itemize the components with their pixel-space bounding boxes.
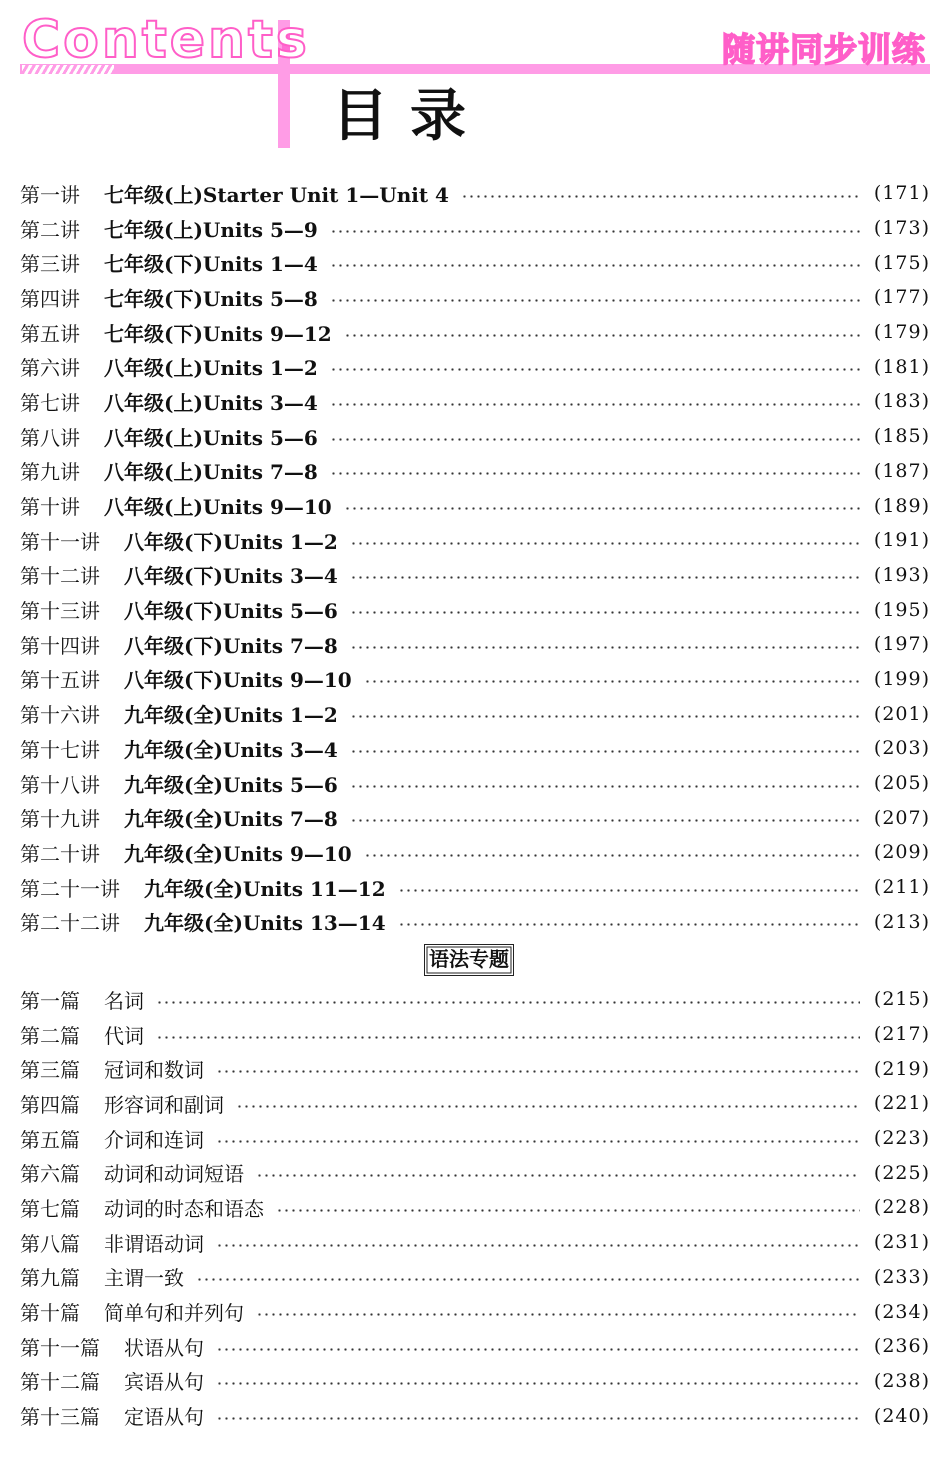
toc-entry[interactable] [20, 454, 930, 489]
entry-number: 第二讲 [20, 217, 80, 242]
dot-leader [156, 1036, 860, 1039]
entry-page-number: (215) [873, 988, 930, 1011]
dot-leader [330, 230, 860, 233]
entry-number: 第十九讲 [20, 807, 100, 832]
entry-number: 第二篇 [20, 1023, 80, 1048]
dot-leader [350, 611, 860, 614]
entry-page-number: (179) [873, 321, 930, 344]
entry-number: 第八讲 [20, 425, 80, 450]
dot-leader [398, 923, 860, 926]
entry-page-number: (189) [873, 494, 930, 517]
entry-number: 第十五讲 [20, 668, 100, 693]
entry-page-number: (228) [873, 1196, 930, 1219]
entry-number: 第八篇 [20, 1231, 80, 1256]
entry-title: 七年级(上)Units 5—9 [104, 217, 318, 242]
toc-entry[interactable] [20, 349, 930, 384]
entry-page-number: (231) [873, 1231, 930, 1254]
toc-entry[interactable] [20, 1017, 930, 1052]
dot-leader [156, 1001, 860, 1004]
entry-page-number: (236) [873, 1335, 930, 1358]
entry-number: 第五讲 [20, 321, 80, 346]
entry-page-number: (209) [873, 841, 930, 864]
dot-leader [236, 1105, 860, 1108]
entry-title: 八年级(上)Units 7—8 [104, 460, 318, 485]
entry-title: 状语从句 [124, 1335, 204, 1360]
entry-page-number: (183) [873, 390, 930, 413]
dot-leader [216, 1417, 860, 1420]
toc-entry[interactable] [20, 488, 930, 523]
toc-entry[interactable] [20, 1155, 930, 1190]
entry-title: 八年级(下)Units 1—2 [124, 529, 338, 554]
toc-entry[interactable] [20, 1364, 930, 1399]
entry-page-number: (199) [873, 667, 930, 690]
entry-page-number: (219) [873, 1057, 930, 1080]
dot-leader [344, 507, 860, 510]
entry-title: 八年级(下)Units 3—4 [124, 564, 338, 589]
toc-entry[interactable] [20, 1121, 930, 1156]
toc-entry[interactable] [20, 1225, 930, 1260]
entry-page-number: (173) [873, 217, 930, 240]
entry-page-number: (181) [873, 355, 930, 378]
dot-leader [350, 819, 860, 822]
entry-title: 八年级(下)Units 7—8 [124, 633, 338, 658]
entry-page-number: (205) [873, 772, 930, 795]
entry-title: 动词和动词短语 [104, 1162, 244, 1187]
entry-number: 第十四讲 [20, 633, 100, 658]
entry-title: 动词的时态和语态 [104, 1196, 264, 1221]
dot-leader [350, 715, 860, 718]
entry-title: 八年级(上)Units 1—2 [104, 356, 318, 381]
entry-number: 第十三讲 [20, 599, 100, 624]
entry-page-number: (175) [873, 251, 930, 274]
dot-leader [216, 1348, 860, 1351]
dot-leader [350, 750, 860, 753]
entry-page-number: (171) [873, 182, 930, 205]
toc-entry[interactable] [20, 1086, 930, 1121]
entry-page-number: (221) [873, 1092, 930, 1115]
dot-leader [216, 1140, 860, 1143]
toc-entry[interactable] [20, 870, 930, 905]
toc-entry[interactable] [20, 419, 930, 454]
entry-number: 第十三篇 [20, 1405, 100, 1430]
entry-page-number: (201) [873, 702, 930, 725]
entry-title: 九年级(全)Units 11—12 [144, 876, 386, 901]
dot-leader [330, 472, 860, 475]
toc-entry[interactable] [20, 1329, 930, 1364]
dot-leader [398, 889, 860, 892]
entry-title: 名词 [104, 988, 144, 1013]
entry-page-number: (193) [873, 563, 930, 586]
entry-page-number: (234) [873, 1300, 930, 1323]
entry-number: 第十七讲 [20, 737, 100, 762]
entry-title: 代词 [104, 1023, 144, 1048]
entry-number: 第九篇 [20, 1266, 80, 1291]
dot-leader [364, 854, 860, 857]
entry-number: 第十二讲 [20, 564, 100, 589]
dot-leader [196, 1278, 860, 1281]
entry-number: 第九讲 [20, 460, 80, 485]
entry-number: 第七篇 [20, 1196, 80, 1221]
entry-page-number: (213) [873, 910, 930, 933]
page-header [0, 0, 950, 160]
toc-entry[interactable] [20, 1294, 930, 1329]
dot-leader [216, 1070, 860, 1073]
entry-number: 第十一讲 [20, 529, 100, 554]
entry-page-number: (197) [873, 633, 930, 656]
entry-number: 第十篇 [20, 1301, 80, 1326]
entry-page-number: (195) [873, 598, 930, 621]
toc-entry[interactable] [20, 766, 930, 801]
toc-entry[interactable] [20, 245, 930, 280]
entry-page-number: (238) [873, 1369, 930, 1392]
entry-title: 宾语从句 [124, 1370, 204, 1395]
toc-entry[interactable] [20, 731, 930, 766]
entry-title: 形容词和副词 [104, 1092, 224, 1117]
dot-leader [350, 646, 860, 649]
entry-title: 九年级(全)Units 1—2 [124, 703, 338, 728]
entry-title: 八年级(下)Units 5—6 [124, 599, 338, 624]
entry-page-number: (187) [873, 459, 930, 482]
entry-page-number: (211) [873, 876, 930, 899]
toc-entry[interactable] [20, 627, 930, 662]
lecture-list [20, 176, 930, 939]
entry-number: 第二十二讲 [20, 911, 120, 936]
entry-number: 第一篇 [20, 988, 80, 1013]
entry-title: 七年级(下)Units 1—4 [104, 252, 318, 277]
entry-title: 九年级(全)Units 13—14 [144, 911, 386, 936]
entry-page-number: (233) [873, 1265, 930, 1288]
toc-entry[interactable] [20, 315, 930, 350]
dot-leader [216, 1382, 860, 1385]
toc-entry[interactable] [20, 1051, 930, 1086]
contents-word: Contents [22, 10, 310, 70]
dot-leader [330, 299, 860, 302]
entry-title: 九年级(全)Units 7—8 [124, 807, 338, 832]
entry-page-number: (185) [873, 425, 930, 448]
entry-page-number: (177) [873, 286, 930, 309]
dot-leader [256, 1174, 860, 1177]
header-tagline: 随讲同步训练 [722, 30, 926, 69]
toc-entry[interactable] [20, 384, 930, 419]
toc-entry[interactable] [20, 1260, 930, 1295]
entry-page-number: (207) [873, 806, 930, 829]
entry-title: 主谓一致 [104, 1266, 184, 1291]
entry-number: 第五篇 [20, 1127, 80, 1152]
toc-entry[interactable] [20, 1398, 930, 1433]
entry-page-number: (223) [873, 1127, 930, 1150]
entry-title: 冠词和数词 [104, 1058, 204, 1083]
grammar-section-heading: 语法专题 [424, 944, 514, 976]
entry-page-number: (217) [873, 1023, 930, 1046]
entry-page-number: (240) [873, 1404, 930, 1427]
toc-entry[interactable] [20, 592, 930, 627]
entry-title: 介词和连词 [104, 1127, 204, 1152]
entry-number: 第二十一讲 [20, 876, 120, 901]
entry-title: 定语从句 [124, 1405, 204, 1430]
toc-entry[interactable] [20, 904, 930, 939]
toc-entry[interactable] [20, 1190, 930, 1225]
entry-title: 七年级(下)Units 9—12 [104, 321, 332, 346]
entry-title: 七年级(下)Units 5—8 [104, 286, 318, 311]
dot-leader [276, 1209, 860, 1212]
dot-leader [216, 1244, 860, 1247]
dot-leader [330, 264, 860, 267]
entry-title: 八年级(上)Units 3—4 [104, 390, 318, 415]
entry-number: 第十二篇 [20, 1370, 100, 1395]
entry-title: 八年级(上)Units 9—10 [104, 495, 332, 520]
entry-title: 八年级(上)Units 5—6 [104, 425, 318, 450]
entry-title: 八年级(下)Units 9—10 [124, 668, 352, 693]
dot-leader [330, 438, 860, 441]
toc-entry[interactable] [20, 800, 930, 835]
dot-leader [256, 1313, 860, 1316]
entry-title: 非谓语动词 [104, 1231, 204, 1256]
entry-title: 九年级(全)Units 3—4 [124, 737, 338, 762]
entry-number: 第七讲 [20, 390, 80, 415]
entry-number: 第十一篇 [20, 1335, 100, 1360]
toc-entry[interactable] [20, 835, 930, 870]
dot-leader [350, 785, 860, 788]
dot-leader [330, 368, 860, 371]
toc-entry[interactable] [20, 280, 930, 315]
entry-number: 第三讲 [20, 252, 80, 277]
toc-entry[interactable] [20, 662, 930, 697]
entry-title: 七年级(上)Starter Unit 1—Unit 4 [104, 182, 449, 207]
entry-page-number: (191) [873, 529, 930, 552]
toc-entry[interactable] [20, 696, 930, 731]
dot-leader [364, 680, 860, 683]
entry-number: 第六讲 [20, 356, 80, 381]
dot-leader [461, 195, 860, 198]
entry-number: 第六篇 [20, 1162, 80, 1187]
toc-entry[interactable] [20, 211, 930, 246]
entry-number: 第十八讲 [20, 772, 100, 797]
entry-number: 第十六讲 [20, 703, 100, 728]
entry-title: 九年级(全)Units 5—6 [124, 772, 338, 797]
grammar-list [20, 982, 930, 1433]
entry-title: 简单句和并列句 [104, 1301, 244, 1326]
dot-leader [344, 334, 860, 337]
dot-leader [350, 542, 860, 545]
toc-entry[interactable] [20, 523, 930, 558]
entry-number: 第三篇 [20, 1058, 80, 1083]
toc-entry[interactable] [20, 176, 930, 211]
entry-page-number: (203) [873, 737, 930, 760]
entry-number: 第一讲 [20, 182, 80, 207]
page-title: 目录 [332, 84, 488, 149]
toc-entry[interactable] [20, 558, 930, 593]
entry-title: 九年级(全)Units 9—10 [124, 841, 352, 866]
toc-entry[interactable] [20, 982, 930, 1017]
entry-page-number: (225) [873, 1161, 930, 1184]
entry-number: 第十讲 [20, 495, 80, 520]
entry-number: 第二十讲 [20, 841, 100, 866]
dot-leader [330, 403, 860, 406]
entry-number: 第四篇 [20, 1092, 80, 1117]
entry-number: 第四讲 [20, 286, 80, 311]
dot-leader [350, 576, 860, 579]
